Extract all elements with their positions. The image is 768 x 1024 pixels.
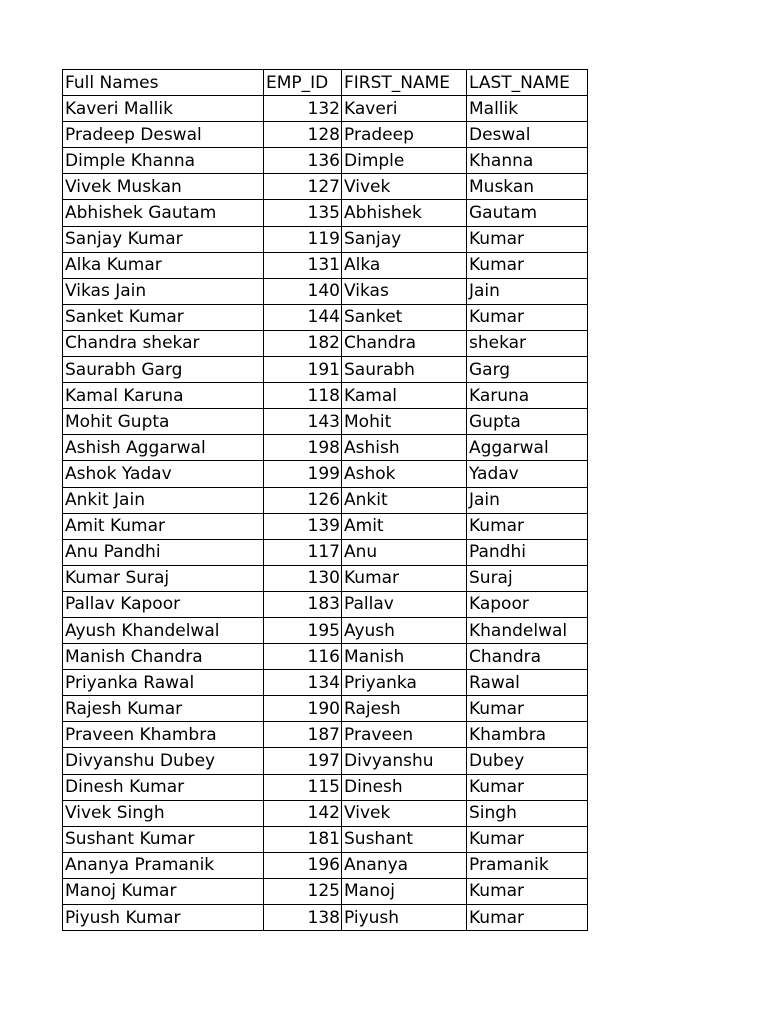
last-name-cell[interactable]: Muskan xyxy=(467,174,588,200)
first-name-cell[interactable]: Amit xyxy=(342,513,467,539)
emp-id-cell[interactable]: 199 xyxy=(264,461,342,487)
last-name-cell[interactable]: Mallik xyxy=(467,96,588,122)
table-row xyxy=(63,330,588,356)
table-header xyxy=(63,70,588,96)
first-name-cell[interactable]: Anu xyxy=(342,539,467,565)
last-name-cell[interactable]: Kumar xyxy=(467,304,588,330)
table-body xyxy=(63,96,588,931)
full-name-cell[interactable]: Abhishek Gautam xyxy=(63,200,264,226)
emp-id-cell[interactable]: 196 xyxy=(264,852,342,878)
first-name-cell[interactable]: Ananya xyxy=(342,852,467,878)
full-name-cell[interactable]: Pallav Kapoor xyxy=(63,591,264,617)
last-name-cell[interactable]: Pandhi xyxy=(467,539,588,565)
table-row xyxy=(63,122,588,148)
emp-id-cell[interactable]: 183 xyxy=(264,591,342,617)
last-name-cell[interactable]: Kumar xyxy=(467,513,588,539)
full-name-cell[interactable]: Vivek Singh xyxy=(63,800,264,826)
first-name-cell[interactable]: Pradeep xyxy=(342,122,467,148)
first-name-cell[interactable]: Saurabh xyxy=(342,357,467,383)
emp-id-cell[interactable]: 143 xyxy=(264,409,342,435)
full-name-cell[interactable]: Chandra shekar xyxy=(63,330,264,356)
full-name-cell[interactable]: Manish Chandra xyxy=(63,644,264,670)
full-name-cell[interactable]: Divyanshu Dubey xyxy=(63,748,264,774)
full-name-cell[interactable]: Kamal Karuna xyxy=(63,383,264,409)
last-name-cell[interactable]: shekar xyxy=(467,330,588,356)
emp-id-cell[interactable]: 187 xyxy=(264,722,342,748)
emp-id-cell[interactable]: 119 xyxy=(264,226,342,252)
table-row xyxy=(63,826,588,852)
table-row xyxy=(63,461,588,487)
emp-id-cell[interactable]: 116 xyxy=(264,644,342,670)
full-name-cell[interactable]: Amit Kumar xyxy=(63,513,264,539)
table-row xyxy=(63,696,588,722)
full-name-cell[interactable]: Pradeep Deswal xyxy=(63,122,264,148)
emp-id-cell[interactable]: 197 xyxy=(264,748,342,774)
first-name-cell[interactable]: Vivek xyxy=(342,800,467,826)
table-row xyxy=(63,96,588,122)
full-name-cell[interactable]: Saurabh Garg xyxy=(63,357,264,383)
first-name-cell[interactable]: Manish xyxy=(342,644,467,670)
last-name-cell[interactable]: Kumar xyxy=(467,826,588,852)
full-name-cell[interactable]: Manoj Kumar xyxy=(63,878,264,904)
emp-id-cell[interactable]: 134 xyxy=(264,670,342,696)
emp-id-cell[interactable]: 136 xyxy=(264,148,342,174)
emp-id-cell[interactable]: 131 xyxy=(264,252,342,278)
header-full-names[interactable]: Full Names xyxy=(63,70,264,96)
last-name-cell[interactable]: Singh xyxy=(467,800,588,826)
last-name-cell[interactable]: Gautam xyxy=(467,200,588,226)
full-name-cell[interactable]: Rajesh Kumar xyxy=(63,696,264,722)
first-name-cell[interactable]: Ashok xyxy=(342,461,467,487)
table-row xyxy=(63,304,588,330)
full-name-cell[interactable]: Ashish Aggarwal xyxy=(63,435,264,461)
table-row xyxy=(63,487,588,513)
emp-id-cell[interactable]: 142 xyxy=(264,800,342,826)
full-name-cell[interactable]: Piyush Kumar xyxy=(63,905,264,931)
table-row xyxy=(63,435,588,461)
last-name-cell[interactable]: Kumar xyxy=(467,878,588,904)
last-name-cell[interactable]: Kumar xyxy=(467,905,588,931)
emp-id-cell[interactable]: 190 xyxy=(264,696,342,722)
full-name-cell[interactable]: Ashok Yadav xyxy=(63,461,264,487)
first-name-cell[interactable]: Pallav xyxy=(342,591,467,617)
emp-id-cell[interactable]: 117 xyxy=(264,539,342,565)
last-name-cell[interactable]: Yadav xyxy=(467,461,588,487)
header-last-name[interactable]: LAST_NAME xyxy=(467,70,588,96)
first-name-cell[interactable]: Dinesh xyxy=(342,774,467,800)
emp-id-cell[interactable]: 182 xyxy=(264,330,342,356)
first-name-cell[interactable]: Abhishek xyxy=(342,200,467,226)
full-name-cell[interactable]: Kumar Suraj xyxy=(63,565,264,591)
emp-id-cell[interactable]: 144 xyxy=(264,304,342,330)
table-row xyxy=(63,670,588,696)
full-name-cell[interactable]: Mohit Gupta xyxy=(63,409,264,435)
last-name-cell[interactable]: Chandra xyxy=(467,644,588,670)
last-name-cell[interactable]: Kumar xyxy=(467,696,588,722)
full-name-cell[interactable]: Kaveri Mallik xyxy=(63,96,264,122)
first-name-cell[interactable]: Divyanshu xyxy=(342,748,467,774)
table-row xyxy=(63,852,588,878)
table-row xyxy=(63,513,588,539)
last-name-cell[interactable]: Aggarwal xyxy=(467,435,588,461)
first-name-cell[interactable]: Chandra xyxy=(342,330,467,356)
first-name-cell[interactable]: Ayush xyxy=(342,617,467,643)
emp-id-cell[interactable]: 115 xyxy=(264,774,342,800)
last-name-cell[interactable]: Pramanik xyxy=(467,852,588,878)
table-row xyxy=(63,878,588,904)
header-row xyxy=(63,70,588,96)
full-name-cell[interactable]: Alka Kumar xyxy=(63,252,264,278)
last-name-cell[interactable]: Jain xyxy=(467,278,588,304)
emp-id-cell[interactable]: 126 xyxy=(264,487,342,513)
full-name-cell[interactable]: Praveen Khambra xyxy=(63,722,264,748)
first-name-cell[interactable]: Manoj xyxy=(342,878,467,904)
last-name-cell[interactable]: Dubey xyxy=(467,748,588,774)
first-name-cell[interactable]: Dimple xyxy=(342,148,467,174)
first-name-cell[interactable]: Priyanka xyxy=(342,670,467,696)
first-name-cell[interactable]: Kumar xyxy=(342,565,467,591)
emp-id-cell[interactable]: 191 xyxy=(264,357,342,383)
first-name-cell[interactable]: Mohit xyxy=(342,409,467,435)
table-row xyxy=(63,278,588,304)
table-row xyxy=(63,644,588,670)
last-name-cell[interactable]: Gupta xyxy=(467,409,588,435)
table-row xyxy=(63,905,588,931)
first-name-cell[interactable]: Vikas xyxy=(342,278,467,304)
first-name-cell[interactable]: Alka xyxy=(342,252,467,278)
emp-id-cell[interactable]: 138 xyxy=(264,905,342,931)
full-name-cell[interactable]: Ankit Jain xyxy=(63,487,264,513)
full-name-cell[interactable]: Sanjay Kumar xyxy=(63,226,264,252)
last-name-cell[interactable]: Rawal xyxy=(467,670,588,696)
last-name-cell[interactable]: Khanna xyxy=(467,148,588,174)
header-first-name[interactable]: FIRST_NAME xyxy=(342,70,467,96)
table-row xyxy=(63,174,588,200)
full-name-cell[interactable]: Priyanka Rawal xyxy=(63,670,264,696)
table-row xyxy=(63,591,588,617)
full-name-cell[interactable]: Dimple Khanna xyxy=(63,148,264,174)
last-name-cell[interactable]: Khandelwal xyxy=(467,617,588,643)
table-row xyxy=(63,200,588,226)
full-name-cell[interactable]: Ananya Pramanik xyxy=(63,852,264,878)
table-row xyxy=(63,383,588,409)
last-name-cell[interactable]: Kumar xyxy=(467,226,588,252)
last-name-cell[interactable]: Suraj xyxy=(467,565,588,591)
first-name-cell[interactable]: Kaveri xyxy=(342,96,467,122)
first-name-cell[interactable]: Sanjay xyxy=(342,226,467,252)
table-row xyxy=(63,226,588,252)
first-name-cell[interactable]: Kamal xyxy=(342,383,467,409)
table-row xyxy=(63,800,588,826)
table-row xyxy=(63,357,588,383)
full-name-cell[interactable]: Sanket Kumar xyxy=(63,304,264,330)
table-row xyxy=(63,774,588,800)
first-name-cell[interactable]: Praveen xyxy=(342,722,467,748)
full-name-cell[interactable]: Anu Pandhi xyxy=(63,539,264,565)
first-name-cell[interactable]: Piyush xyxy=(342,905,467,931)
first-name-cell[interactable]: Ankit xyxy=(342,487,467,513)
first-name-cell[interactable]: Rajesh xyxy=(342,696,467,722)
table-row xyxy=(63,409,588,435)
emp-id-cell[interactable]: 198 xyxy=(264,435,342,461)
full-name-cell[interactable]: Dinesh Kumar xyxy=(63,774,264,800)
emp-id-cell[interactable]: 135 xyxy=(264,200,342,226)
last-name-cell[interactable]: Karuna xyxy=(467,383,588,409)
last-name-cell[interactable]: Deswal xyxy=(467,122,588,148)
last-name-cell[interactable]: Jain xyxy=(467,487,588,513)
first-name-cell[interactable]: Sushant xyxy=(342,826,467,852)
full-name-cell[interactable]: Vikas Jain xyxy=(63,278,264,304)
emp-id-cell[interactable]: 125 xyxy=(264,878,342,904)
full-name-cell[interactable]: Vivek Muskan xyxy=(63,174,264,200)
emp-id-cell[interactable]: 118 xyxy=(264,383,342,409)
emp-id-cell[interactable]: 132 xyxy=(264,96,342,122)
header-emp-id[interactable]: EMP_ID xyxy=(264,70,342,96)
table-row xyxy=(63,722,588,748)
last-name-cell[interactable]: Kumar xyxy=(467,252,588,278)
table-row xyxy=(63,565,588,591)
employee-table xyxy=(62,69,588,931)
first-name-cell[interactable]: Vivek xyxy=(342,174,467,200)
emp-id-cell[interactable]: 181 xyxy=(264,826,342,852)
table-row xyxy=(63,617,588,643)
full-name-cell[interactable]: Ayush Khandelwal xyxy=(63,617,264,643)
last-name-cell[interactable]: Kapoor xyxy=(467,591,588,617)
emp-id-cell[interactable]: 195 xyxy=(264,617,342,643)
full-name-cell[interactable]: Sushant Kumar xyxy=(63,826,264,852)
table-row xyxy=(63,252,588,278)
last-name-cell[interactable]: Garg xyxy=(467,357,588,383)
emp-id-cell[interactable]: 140 xyxy=(264,278,342,304)
table-row xyxy=(63,148,588,174)
first-name-cell[interactable]: Sanket xyxy=(342,304,467,330)
last-name-cell[interactable]: Khambra xyxy=(467,722,588,748)
table-row xyxy=(63,748,588,774)
first-name-cell[interactable]: Ashish xyxy=(342,435,467,461)
table-row xyxy=(63,539,588,565)
emp-id-cell[interactable]: 128 xyxy=(264,122,342,148)
emp-id-cell[interactable]: 127 xyxy=(264,174,342,200)
emp-id-cell[interactable]: 139 xyxy=(264,513,342,539)
emp-id-cell[interactable]: 130 xyxy=(264,565,342,591)
last-name-cell[interactable]: Kumar xyxy=(467,774,588,800)
